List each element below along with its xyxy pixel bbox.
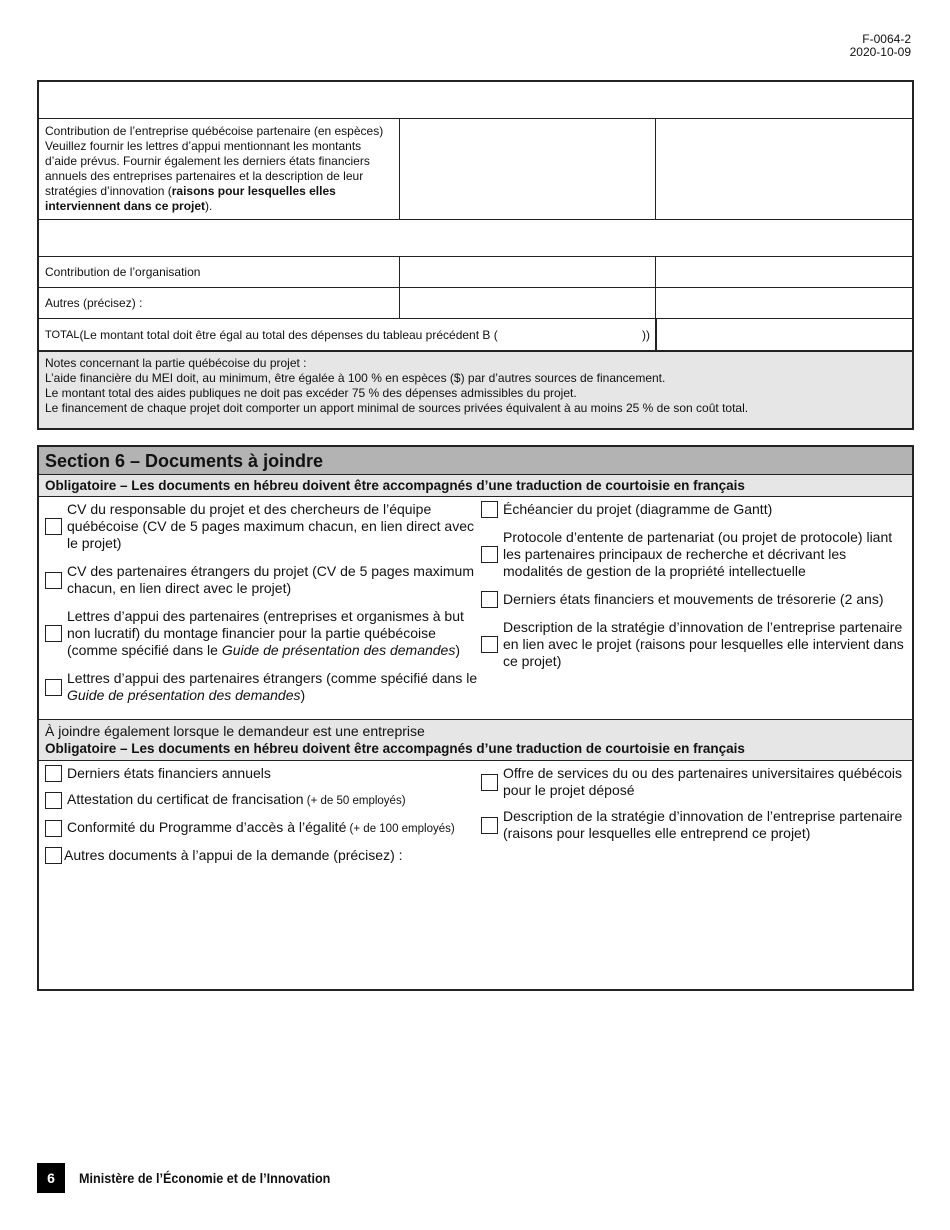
checklist-label-end: ) (300, 687, 306, 703)
checklist-item-support-letters-partners (45, 608, 479, 659)
total-close-paren: )) (642, 328, 650, 342)
org-contribution-amount-2[interactable] (656, 257, 912, 287)
checklist-label-text: Lettres d’appui des partenaires (entreprises et organismes à but non lucratif) du montage financier pour la partie québécoise (comme spécifié dans le (67, 608, 464, 658)
checklist-label-note: (+ de 50 employés) (303, 795, 406, 807)
guide-title: Guide de présentation des demandes (67, 687, 301, 703)
checkbox[interactable] (481, 591, 498, 608)
notes-line: Le montant total des aides publiques ne doit pas excéder 75 % des dépenses admissibles du projet. (45, 386, 577, 400)
checklist-label: CV du responsable du projet et des chercheurs de l’équipe québécoise (CV de 5 pages maximum chacun, en lien direct avec le projet) (67, 501, 474, 551)
partner-contribution-label (39, 119, 400, 219)
checklist-item-company-innovation-strategy (481, 808, 906, 842)
page-footer (37, 1163, 358, 1193)
partner-contribution-instructions-bold: raisons pour lesquelles elles interviennent dans ce projet (45, 184, 336, 213)
company-mandatory-notice: Obligatoire – Les documents en hébreu doivent être accompagnés d’une traduction de courtoisie en français (45, 741, 745, 756)
org-contribution-label: Contribution de l’organisation (39, 257, 400, 287)
partner-contribution-instructions-end: ). (205, 199, 213, 213)
checklist-label: Description de la stratégie d’innovation de l’entreprise partenaire (raisons pour lesquelles elle entreprend ce projet) (503, 808, 903, 841)
checkbox[interactable] (481, 774, 498, 791)
checklist-label: Derniers états financiers et mouvements de trésorerie (2 ans) (503, 591, 884, 607)
partner-contribution-amount-2[interactable] (656, 119, 912, 219)
total-label (39, 319, 657, 350)
checklist-label (67, 819, 479, 838)
table-row-partner-contribution (39, 119, 912, 220)
partner-contribution-amount-1[interactable] (400, 119, 656, 219)
checklist-item-francisation (45, 791, 479, 810)
checklist-label (67, 608, 479, 659)
documents-checklist (39, 497, 912, 719)
financing-notes (39, 352, 912, 428)
total-amount[interactable] (657, 319, 912, 350)
checklist-label (67, 791, 479, 810)
checklist-item-partnership-protocol (481, 529, 906, 580)
notes-line: Le financement de chaque projet doit comporter un apport minimal de sources privées équivalent à au moins 25 % de son coût total. (45, 401, 749, 415)
checklist-item-gantt (481, 501, 906, 518)
checkbox[interactable] (45, 765, 62, 782)
checklist-item-other-documents (45, 847, 479, 864)
section-title: Section 6 – Documents à joindre (39, 447, 912, 475)
checkbox[interactable] (45, 572, 62, 589)
table-row-total (39, 319, 912, 352)
page-number: 6 (37, 1163, 65, 1193)
table-row-org-contribution (39, 257, 912, 288)
checkbox[interactable] (45, 847, 62, 864)
checkbox[interactable] (481, 636, 498, 653)
checklist-label: Autres documents à l’appui de la demande (précisez) : (64, 847, 403, 863)
checkbox[interactable] (481, 546, 498, 563)
partner-contribution-instructions: Veuillez fournir les lettres d’appui mentionnant les montants d’aide prévus. Fournir également les derniers états financiers annuels des entreprises partenaires et la description de leur stratégies d’innovation ( (45, 139, 370, 198)
notes-title: Notes concernant la partie québécoise du projet : (45, 356, 307, 370)
checkbox[interactable] (45, 792, 62, 809)
mandatory-notice: Obligatoire – Les documents en hébreu doivent être accompagnés d’une traduction de courtoisie en français (39, 475, 912, 497)
org-contribution-amount-1[interactable] (400, 257, 656, 287)
checklist-item-annual-statements (45, 765, 479, 782)
checklist-label: Offre de services du ou des partenaires universitaires québécois pour le projet déposé (503, 765, 902, 798)
checklist-item-cv-quebec-team (45, 501, 479, 552)
checkbox[interactable] (45, 679, 62, 696)
others-amount-2[interactable] (656, 288, 912, 318)
checklist-label: Protocole d’entente de partenariat (ou projet de protocole) liant les partenaires principaux de recherche et décrivant les modalités de gestion de la propriété intellectuelle (503, 529, 893, 579)
company-documents-checklist (39, 761, 912, 877)
checkbox[interactable] (481, 501, 498, 518)
others-label: Autres (précisez) : (39, 288, 400, 318)
financing-table (37, 80, 914, 430)
checklist-label: Échéancier du projet (diagramme de Gantt) (503, 501, 773, 517)
section-6-documents (37, 445, 914, 991)
form-identifier (850, 33, 911, 59)
checklist-label: Derniers états financiers annuels (67, 765, 271, 781)
company-subheading (39, 719, 912, 761)
checklist-label-text: Attestation du certificat de francisation (67, 791, 304, 807)
checklist-label: Description de la stratégie d’innovation de l’entreprise partenaire en lien avec le projet (raisons pour lesquelles elle intervient dans ce projet) (503, 619, 904, 669)
partner-contribution-title: Contribution de l’entreprise québécoise partenaire (en espèces) (45, 124, 384, 138)
company-subheading-text: À joindre également lorsque le demandeur est une entreprise (45, 723, 425, 739)
checkbox[interactable] (481, 817, 498, 834)
table-blank-row (39, 220, 912, 257)
checklist-item-equality-program (45, 819, 479, 838)
checklist-label: CV des partenaires étrangers du projet (CV de 5 pages maximum chacun, en lien direct avec le projet) (67, 563, 474, 596)
checklist-item-cv-foreign-partners (45, 563, 479, 597)
checklist-label (67, 670, 479, 704)
ministry-name: Ministère de l’Économie et de l’Innovation (79, 1170, 331, 1186)
table-row-others (39, 288, 912, 319)
checklist-item-innovation-strategy (481, 619, 906, 670)
guide-title: Guide de présentation des demandes (221, 642, 456, 658)
form-code: F-0064-2 (862, 32, 911, 46)
checklist-label-text: Lettres d’appui des partenaires étrangers (comme spécifié dans le (67, 670, 478, 686)
company-right-column (479, 765, 906, 873)
checklist-label-text: Conformité du Programme d’accès à l’égalité (67, 819, 347, 835)
checkbox[interactable] (45, 518, 62, 535)
notes-line: L’aide financière du MEI doit, au minimum, être égalée à 100 % en espèces ($) par d’autres sources de financement. (45, 371, 666, 385)
checklist-item-financial-statements (481, 591, 906, 608)
checklist-item-services-offer (481, 765, 906, 799)
total-text: (Le montant total doit être égal au total des dépenses du tableau précédent B ( (79, 327, 498, 342)
form-date: 2020-10-09 (849, 45, 911, 59)
total-prefix: TOTAL (45, 328, 80, 341)
checklist-label-end: ) (455, 642, 461, 658)
checklist-item-support-letters-foreign (45, 670, 479, 704)
documents-left-column (45, 501, 479, 715)
company-left-column (45, 765, 479, 873)
checkbox[interactable] (45, 625, 62, 642)
documents-right-column (479, 501, 906, 715)
checklist-label-note: (+ de 100 employés) (346, 823, 455, 835)
others-amount-1[interactable] (400, 288, 656, 318)
checkbox[interactable] (45, 820, 62, 837)
table-blank-row (39, 82, 912, 119)
